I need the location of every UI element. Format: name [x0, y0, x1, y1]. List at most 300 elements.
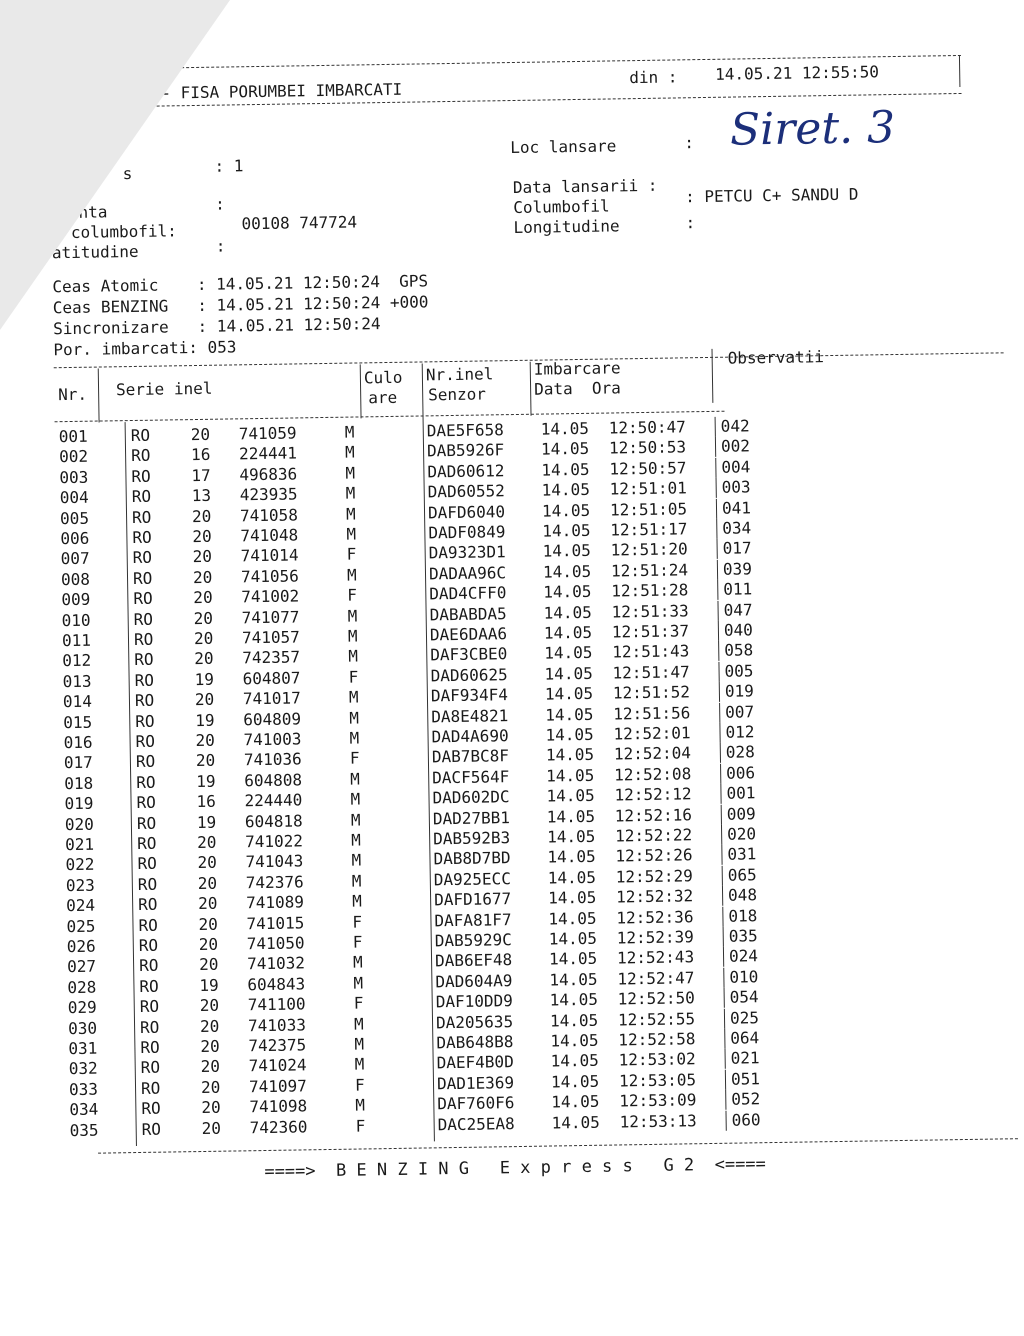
cell-nr: 018 — [64, 773, 94, 793]
cell-serie: 604807 — [242, 668, 301, 689]
cell-senzor: DACF564F — [432, 766, 510, 788]
cell-an: 20 — [199, 995, 220, 1016]
cell-tara: RO — [134, 670, 155, 690]
cell-nr: 035 — [69, 1120, 99, 1140]
obs-separator — [722, 866, 723, 886]
cell-data: 14.05 — [544, 663, 593, 684]
cell-senzor: DAD60625 — [430, 664, 508, 686]
cell-ora: 12:52:32 — [615, 886, 694, 907]
cell-an: 20 — [201, 1118, 222, 1138]
cell-tara: RO — [135, 731, 156, 752]
cell-data: 14.05 — [540, 439, 590, 459]
cell-senzor: DAFA81F7 — [434, 909, 512, 930]
cell-an: 20 — [190, 424, 211, 445]
cell-observatii: 012 — [725, 722, 755, 742]
cell-tara: RO — [139, 996, 160, 1017]
cell-sex: M — [350, 789, 361, 809]
cell-ora: 12:51:20 — [610, 539, 688, 560]
obs-separator — [719, 702, 720, 722]
cell-serie: 604809 — [243, 708, 302, 729]
cell-tara: RO — [137, 833, 157, 853]
cell-serie: 741003 — [243, 729, 302, 750]
cell-observatii: 039 — [722, 559, 753, 579]
cell-sex: M — [348, 687, 359, 707]
cell-observatii: 024 — [728, 946, 759, 967]
cell-ora: 12:52:58 — [618, 1029, 696, 1050]
cell-serie: 224440 — [244, 790, 303, 811]
cell-data: 14.05 — [543, 622, 593, 643]
cell-an: 13 — [191, 485, 212, 506]
cell-ora: 12:52:08 — [614, 764, 692, 785]
cell-data: 14.05 — [548, 908, 597, 929]
cell-senzor: DADF0849 — [428, 522, 506, 543]
cell-senzor: DAC25EA8 — [437, 1113, 515, 1134]
cell-nr: 025 — [66, 916, 96, 936]
cell-tara: RO — [137, 854, 157, 874]
cell-an: 20 — [193, 608, 214, 628]
obs-separator — [723, 947, 724, 967]
cell-data: 14.05 — [545, 724, 594, 745]
cell-serie: 423935 — [239, 484, 298, 505]
cell-sex: M — [345, 463, 356, 483]
cell-an: 20 — [192, 526, 212, 547]
cod-columbofil-value: 00108 747724 — [241, 212, 358, 234]
cell-ora: 12:51:43 — [612, 641, 690, 662]
cell-observatii: 010 — [729, 967, 759, 987]
cell-an: 19 — [194, 669, 215, 689]
cell-an: 20 — [194, 689, 215, 710]
col-inel-header-1: Nr.inel — [425, 364, 494, 385]
cell-serie: 741043 — [245, 851, 304, 872]
cell-serie: 741048 — [240, 525, 299, 546]
cell-ora: 12:51:37 — [611, 621, 690, 642]
cell-data: 14.05 — [543, 582, 592, 602]
cell-an: 20 — [198, 893, 218, 914]
cell-sex: M — [351, 891, 362, 911]
folded-corner — [0, 0, 230, 330]
obs-separator — [721, 804, 722, 824]
cell-tara: RO — [135, 752, 156, 772]
cell-serie: 741100 — [247, 994, 306, 1015]
cell-sex: M — [351, 850, 362, 871]
cell-an: 17 — [191, 465, 211, 485]
cell-serie: 741015 — [246, 912, 305, 933]
cell-senzor: DA925ECC — [433, 868, 512, 890]
cell-sex: M — [351, 830, 361, 850]
cell-senzor: DAF10DD9 — [435, 991, 513, 1012]
cell-sex: F — [352, 912, 363, 932]
cell-nr: 032 — [68, 1059, 98, 1079]
latitudine-label: atitudine — [51, 241, 139, 263]
cell-senzor: DAD27BB1 — [432, 807, 511, 828]
obs-separator — [718, 662, 719, 682]
obs-separator — [718, 641, 719, 661]
col-culoare-header-1: Culo — [363, 367, 403, 388]
cell-serie: 741036 — [243, 749, 302, 770]
loc-lansare-label: Loc lansare — [510, 136, 617, 158]
data-lansarii-label: Data lansarii : — [512, 175, 658, 198]
cell-senzor: DAEF4B0D — [436, 1052, 514, 1073]
cell-an: 19 — [199, 975, 219, 995]
cell-data: 14.05 — [547, 867, 597, 888]
cell-sex: F — [347, 585, 358, 605]
cell-an: 20 — [195, 751, 216, 771]
cell-senzor: DA9323D1 — [428, 542, 506, 563]
cell-ora: 12:52:16 — [614, 804, 693, 826]
cell-data: 14.05 — [545, 704, 594, 725]
footer-brand: ====> B E N Z I N G E x p r e s s G 2 <==== — [264, 1154, 766, 1183]
cell-nr: 019 — [64, 793, 94, 814]
cell-nr: 024 — [66, 895, 96, 916]
columbofil-label: Columbofil — [513, 196, 610, 218]
cell-sex: M — [355, 1095, 366, 1115]
cell-senzor: DAB5926F — [426, 440, 505, 461]
cell-observatii: 006 — [726, 763, 756, 783]
cell-senzor: DAD602DC — [432, 787, 510, 808]
cell-data: 14.05 — [549, 1010, 599, 1031]
cell-ora: 12:51:01 — [609, 478, 687, 499]
cell-sex: F — [355, 1116, 366, 1136]
concurs-value: : 1 — [214, 156, 244, 176]
cell-nr: 016 — [63, 732, 93, 753]
cell-observatii: 028 — [725, 742, 755, 763]
cell-sex: M — [350, 769, 361, 789]
cell-nr: 028 — [67, 977, 97, 997]
col-culoare-header-2: are — [368, 387, 398, 408]
cell-senzor: DAFD1677 — [433, 889, 512, 910]
cell-serie: 741097 — [248, 1076, 307, 1097]
cell-sex: M — [348, 646, 359, 667]
porumbei-imbarcati: Por. imbarcati: 053 — [53, 337, 237, 360]
cell-data: 14.05 — [546, 806, 596, 827]
cell-sex: M — [354, 1034, 365, 1054]
cell-tara: RO — [133, 609, 154, 629]
obs-separator — [720, 743, 721, 763]
cell-observatii: 052 — [731, 1089, 761, 1109]
cell-tara: RO — [136, 813, 157, 833]
cell-data: 14.05 — [548, 928, 598, 949]
cell-sex: M — [345, 483, 356, 503]
loc-lansare-handwritten: Siret. 3 — [729, 102, 896, 156]
cell-tara: RO — [141, 1098, 161, 1119]
cell-serie: 741056 — [240, 566, 299, 587]
cell-nr: 031 — [68, 1038, 98, 1059]
cell-an: 20 — [200, 1036, 220, 1057]
cell-tara: RO — [133, 629, 154, 650]
obs-separator — [715, 437, 716, 457]
cell-tara: RO — [139, 1017, 160, 1037]
cell-nr: 022 — [65, 855, 95, 875]
cell-serie: 742376 — [245, 872, 304, 893]
cell-ora: 12:52:55 — [617, 1008, 696, 1030]
cell-an: 20 — [195, 730, 216, 751]
col-sep-culoare — [360, 364, 362, 418]
cell-an: 20 — [200, 1057, 221, 1077]
cell-tara: RO — [138, 935, 159, 955]
cell-serie: 741017 — [242, 688, 301, 709]
cell-ora: 12:50:57 — [609, 458, 687, 479]
cell-serie: 741057 — [241, 627, 300, 648]
cell-ora: 12:52:47 — [617, 968, 695, 989]
cell-observatii: 011 — [723, 579, 753, 599]
obs-separator — [725, 1049, 726, 1069]
cell-data: 14.05 — [547, 887, 597, 908]
cell-data: 14.05 — [544, 684, 594, 704]
cell-serie: 741058 — [239, 505, 299, 525]
cell-serie: 741077 — [241, 607, 300, 627]
cell-sex: F — [354, 1075, 365, 1095]
cell-ora: 12:53:05 — [618, 1070, 697, 1091]
cell-senzor: DADAA96C — [428, 562, 507, 584]
cell-ora: 12:52:12 — [614, 784, 692, 805]
etapa-value: : — [215, 194, 225, 214]
cell-an: 20 — [201, 1097, 221, 1118]
cell-serie: 741022 — [245, 831, 304, 852]
obs-separator — [719, 723, 720, 743]
obs-separator — [725, 1090, 726, 1110]
cell-tara: RO — [133, 588, 153, 609]
cell-nr: 033 — [68, 1079, 99, 1099]
cell-nr: 030 — [67, 1018, 98, 1038]
obs-separator — [723, 968, 724, 988]
cell-observatii: 018 — [728, 905, 758, 926]
obs-separator — [722, 886, 723, 906]
cell-nr: 005 — [59, 508, 90, 528]
cell-data: 14.05 — [550, 1030, 599, 1051]
cell-tara: RO — [137, 874, 158, 894]
cell-tara: RO — [132, 568, 153, 588]
cell-data: 14.05 — [548, 949, 598, 969]
cell-tara: RO — [138, 894, 158, 915]
cell-senzor: DAE6DAA6 — [429, 624, 508, 645]
cell-an: 19 — [196, 771, 216, 791]
cell-data: 14.05 — [544, 643, 593, 663]
cell-nr: 017 — [63, 753, 93, 773]
cell-data: 14.05 — [547, 847, 596, 867]
cell-an: 19 — [196, 812, 217, 832]
cell-nr: 023 — [65, 875, 95, 895]
cell-ora: 12:52:43 — [616, 947, 695, 968]
cell-ora: 12:52:29 — [615, 866, 693, 887]
cell-data: 14.05 — [541, 459, 590, 480]
cell-nr: 014 — [62, 691, 93, 712]
cell-tara: RO — [140, 1037, 160, 1057]
cell-senzor: DAD60552 — [427, 481, 505, 502]
cell-observatii: 040 — [723, 620, 753, 640]
cell-observatii: 047 — [723, 599, 753, 620]
cell-observatii: 021 — [730, 1048, 760, 1069]
ceas-benzing: Ceas BENZING : 14.05.21 12:50:24 +000 — [52, 292, 429, 318]
cell-observatii: 001 — [726, 783, 756, 803]
loc-lansare-sep: : — [684, 133, 695, 153]
cell-ora: 12:51:56 — [613, 702, 691, 724]
cell-senzor: DAF3CBE0 — [430, 644, 508, 665]
cell-sex: F — [346, 544, 357, 565]
cell-data: 14.05 — [541, 480, 591, 500]
cell-senzor: DAFD6040 — [427, 501, 506, 522]
cell-sex: M — [353, 1014, 364, 1034]
cell-sex: F — [349, 748, 360, 769]
cell-an: 20 — [198, 955, 219, 975]
cell-tara: RO — [135, 711, 155, 731]
cell-sex: M — [354, 1054, 365, 1074]
cell-sex: M — [352, 952, 363, 973]
cell-tara: RO — [131, 486, 152, 507]
cell-senzor: DA8E4821 — [431, 705, 509, 726]
sincronizare: Sincronizare : 14.05.21 12:50:24 — [52, 314, 381, 339]
cell-data: 14.05 — [545, 745, 595, 765]
cell-an: 20 — [193, 628, 214, 649]
cell-nr: 021 — [65, 834, 95, 855]
cell-tara: RO — [140, 1058, 161, 1078]
header-title: - FISA PORUMBEI IMBARCATI — [161, 79, 403, 103]
obs-separator — [716, 539, 717, 559]
cell-tara: RO — [138, 915, 158, 935]
cell-serie: 604818 — [244, 810, 303, 831]
obs-separator — [725, 1110, 726, 1130]
cell-nr: 020 — [64, 814, 94, 834]
cell-nr: 011 — [61, 630, 92, 651]
cell-nr: 006 — [60, 528, 90, 549]
obs-separator — [717, 560, 718, 580]
cell-nr: 009 — [61, 589, 91, 610]
cell-observatii: 064 — [730, 1028, 760, 1048]
cell-an: 20 — [200, 1077, 221, 1097]
longitudine-label: Longitudine — [513, 216, 620, 238]
cell-an: 20 — [199, 1016, 220, 1036]
cell-observatii: 048 — [727, 885, 758, 905]
cell-observatii: 058 — [724, 640, 754, 661]
cell-an: 19 — [195, 710, 215, 730]
cell-sex: M — [347, 606, 358, 626]
cell-serie: 741098 — [249, 1096, 308, 1117]
cell-observatii: 009 — [726, 803, 756, 824]
cell-tara: RO — [136, 792, 156, 813]
cell-data: 14.05 — [540, 418, 590, 439]
cell-an: 20 — [193, 587, 213, 608]
latitudine-value: : — [215, 236, 226, 256]
col-imbarcare-header-2: Data Ora — [533, 378, 621, 399]
cell-an: 20 — [197, 853, 217, 873]
cell-data: 14.05 — [542, 541, 591, 561]
cell-data: 14.05 — [551, 1091, 600, 1112]
cell-observatii: 004 — [721, 457, 751, 477]
obs-separator — [720, 784, 721, 804]
cell-tara: RO — [131, 507, 152, 527]
cell-senzor: DAB8D7BD — [433, 848, 511, 869]
cell-ora: 12:51:28 — [611, 580, 689, 601]
cell-serie: 742360 — [249, 1116, 308, 1137]
cell-observatii: 019 — [724, 681, 754, 701]
cell-senzor: DAD1E369 — [436, 1072, 515, 1094]
cell-senzor: DABABDA5 — [429, 603, 507, 624]
obs-separator — [716, 498, 717, 518]
cell-sex: M — [351, 871, 362, 891]
cell-observatii: 003 — [721, 477, 751, 497]
obs-separator — [724, 1008, 725, 1028]
cell-serie: 742357 — [242, 647, 301, 668]
obs-separator — [721, 825, 722, 845]
cell-nr: 001 — [58, 426, 88, 447]
cell-ora: 12:51:47 — [612, 662, 690, 683]
cell-nr: 007 — [60, 549, 90, 569]
cell-senzor: DAD604A9 — [435, 970, 513, 992]
columbofil-value: : PETCU C+ SANDU D — [684, 184, 859, 207]
cell-tara: RO — [134, 690, 155, 711]
obs-separator — [716, 519, 717, 539]
cell-ora: 12:53:13 — [619, 1110, 697, 1132]
cell-data: 14.05 — [551, 1112, 600, 1133]
cell-observatii: 041 — [721, 497, 752, 518]
cell-ora: 12:52:22 — [614, 825, 693, 846]
cell-data: 14.05 — [550, 1051, 599, 1071]
cell-ora: 12:51:05 — [609, 498, 688, 520]
cell-ora: 12:52:04 — [613, 743, 692, 764]
cell-serie: 741059 — [238, 423, 297, 444]
obs-separator — [722, 906, 723, 926]
cell-observatii: 031 — [727, 844, 757, 865]
cell-serie: 741089 — [246, 892, 305, 913]
cell-tara: RO — [130, 425, 151, 446]
obs-separator — [721, 845, 722, 865]
cell-sex: M — [345, 504, 356, 524]
cell-observatii: 020 — [726, 824, 757, 844]
cell-tara: RO — [134, 650, 154, 670]
cell-sex: M — [350, 810, 361, 830]
table-bottom-rule — [98, 1138, 1018, 1153]
cell-observatii: 051 — [730, 1069, 761, 1089]
cell-an: 20 — [197, 873, 218, 893]
cell-serie: 604843 — [247, 974, 306, 995]
cell-sex: M — [344, 422, 355, 442]
cell-tara: RO — [131, 466, 151, 486]
cell-observatii: 035 — [728, 926, 758, 946]
obs-separator — [723, 927, 724, 947]
cell-nr: 027 — [66, 957, 97, 977]
cell-sex: F — [348, 667, 359, 687]
col-inel-header-2: Senzor — [428, 384, 487, 405]
header-right-border — [959, 55, 961, 87]
cell-senzor: DAB5929C — [434, 930, 512, 951]
cell-ora: 12:52:39 — [616, 927, 694, 948]
cell-nr: 015 — [63, 712, 93, 732]
cell-sex: M — [347, 626, 358, 646]
cell-serie: 741014 — [240, 545, 299, 566]
cell-observatii: 034 — [722, 518, 752, 538]
cell-tara: RO — [141, 1119, 162, 1139]
cell-ora: 12:51:24 — [610, 560, 689, 581]
cell-an: 16 — [190, 445, 211, 465]
cell-sex: M — [346, 524, 357, 544]
cell-senzor: DAE5F658 — [426, 420, 504, 441]
cell-serie: 741024 — [248, 1055, 307, 1076]
cell-senzor: DAD60612 — [427, 460, 505, 482]
cell-ora: 12:50:47 — [608, 417, 686, 438]
cell-an: 20 — [198, 914, 218, 934]
obs-separator — [720, 764, 721, 784]
cell-serie: 742375 — [248, 1035, 307, 1056]
cell-ora: 12:52:01 — [613, 723, 691, 744]
obs-separator — [719, 682, 720, 702]
cell-sex: F — [352, 932, 363, 952]
cell-senzor: DAF760F6 — [437, 1093, 515, 1114]
cell-serie: 496836 — [239, 464, 298, 485]
cell-data: 14.05 — [546, 785, 595, 806]
col-serie-header: Serie inel — [115, 378, 213, 400]
cell-tara: RO — [140, 1078, 161, 1098]
obs-separator — [715, 458, 716, 478]
cell-ora: 12:53:02 — [618, 1049, 696, 1070]
